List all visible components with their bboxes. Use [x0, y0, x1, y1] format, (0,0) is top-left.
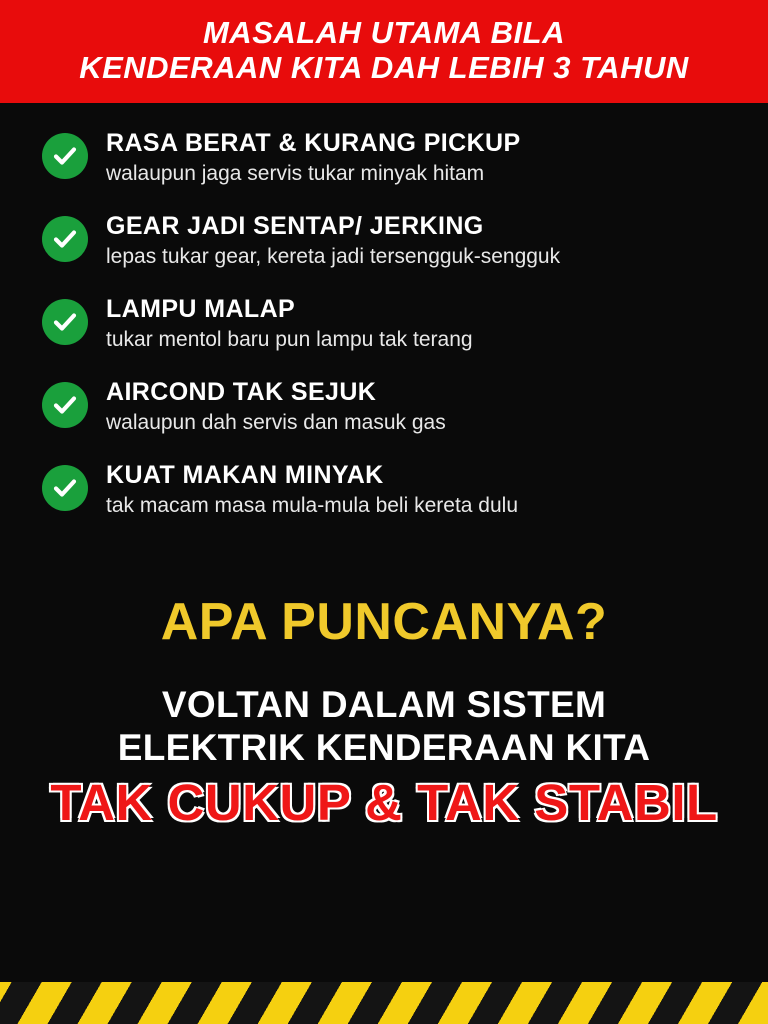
- check-icon: [42, 216, 88, 262]
- check-icon: [42, 133, 88, 179]
- list-item-text: [106, 129, 521, 186]
- list-item-text: [106, 295, 473, 352]
- list-item-subtitle: tukar mentol baru pun lampu tak terang: [106, 328, 473, 352]
- answer-line-1: VOLTAN DALAM SISTEM: [161, 684, 607, 726]
- list-item-text: [106, 212, 560, 269]
- list-item: [42, 461, 734, 518]
- list-item-title: RASA BERAT & KURANG PICKUP: [106, 129, 521, 158]
- list-item-subtitle: walaupun jaga servis tukar minyak hitam: [106, 162, 485, 186]
- check-icon: [42, 382, 88, 428]
- answer-line-2: ELEKTRIK KENDERAAN KITA: [117, 726, 651, 768]
- list-item: [42, 378, 734, 435]
- check-icon: [42, 299, 88, 345]
- answer-emphasis: TAK CUKUP & TAK STABIL: [50, 774, 718, 832]
- symptom-list: [0, 103, 768, 544]
- list-item-subtitle: tak macam masa mula-mula beli kereta dulu: [106, 493, 519, 517]
- list-item-title: KUAT MAKAN MINYAK: [106, 461, 384, 490]
- check-icon: [42, 465, 88, 511]
- hazard-stripe-footer: [0, 982, 768, 1024]
- list-item-subtitle: lepas tukar gear, kereta jadi tersengguk-sengguk: [106, 245, 561, 269]
- list-item-title: LAMPU MALAP: [106, 295, 296, 324]
- header-line-2: KENDERAAN KITA DAH LEBIH 3 TAHUN: [79, 49, 689, 85]
- conclusion-block: [0, 544, 768, 1024]
- list-item-title: AIRCOND TAK SEJUK: [106, 378, 377, 407]
- list-item-text: [106, 461, 518, 518]
- list-item-text: [106, 378, 446, 435]
- list-item: [42, 212, 734, 269]
- list-item-title: GEAR JADI SENTAP/ JERKING: [106, 212, 484, 241]
- list-item-subtitle: walaupun dah servis dan masuk gas: [106, 411, 446, 434]
- header-line-1: MASALAH UTAMA BILA: [202, 15, 565, 50]
- list-item: [42, 295, 734, 352]
- question-heading: APA PUNCANYA?: [160, 593, 608, 652]
- poster-header: [0, 0, 768, 103]
- list-item: [42, 129, 734, 186]
